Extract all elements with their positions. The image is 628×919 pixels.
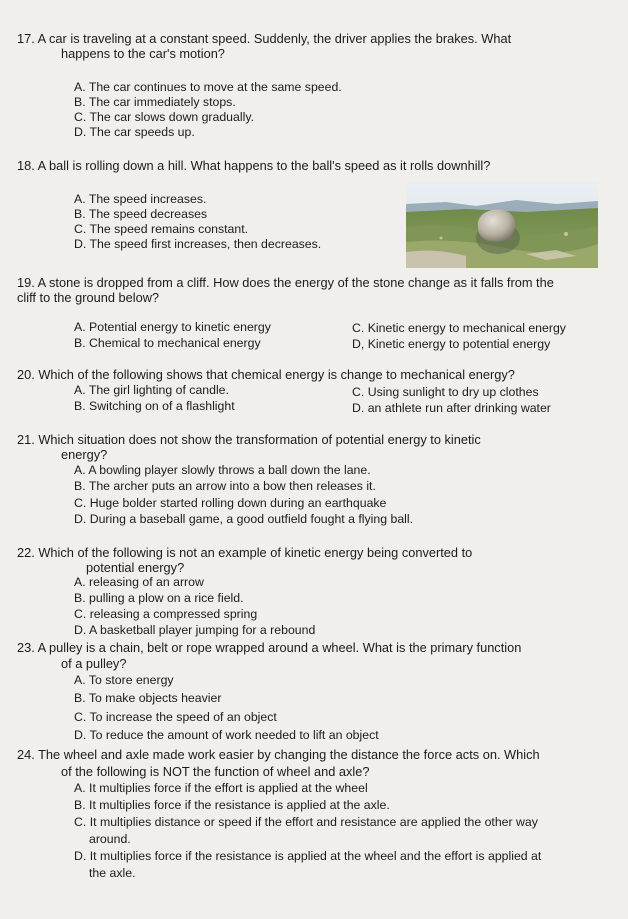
q22-stem-line2: potential energy? bbox=[86, 560, 185, 575]
q23-option-b: B. To make objects heavier bbox=[74, 691, 222, 705]
q24-option-b: B. It multiplies force if the resistance is applied at the axle. bbox=[74, 798, 390, 812]
q24-option-c-line1: C. It multiplies distance or speed if the effort and resistance are applied the other way bbox=[74, 815, 538, 829]
q24-option-d-line1: D. It multiplies force if the resistance is applied at the wheel and the effort is applied at bbox=[74, 849, 542, 863]
q20-stem: 20. Which of the following shows that chemical energy is change to mechanical energy? bbox=[17, 367, 515, 382]
q19-option-d: D, Kinetic energy to potential energy bbox=[352, 337, 551, 351]
boulder-hill-image bbox=[406, 182, 598, 268]
q17-option-c: C. The car slows down gradually. bbox=[74, 110, 254, 124]
q23-option-d: D. To reduce the amount of work needed to lift an object bbox=[74, 728, 379, 742]
q19-option-c: C. Kinetic energy to mechanical energy bbox=[352, 321, 566, 335]
q18-option-c: C. The speed remains constant. bbox=[74, 222, 249, 236]
q22-option-b: B. pulling a plow on a rice field. bbox=[74, 591, 244, 605]
q17-option-b: B. The car immediately stops. bbox=[74, 95, 236, 109]
q19-option-b: B. Chemical to mechanical energy bbox=[74, 336, 261, 350]
q20-option-b: B. Switching on of a flashlight bbox=[74, 399, 235, 413]
q24-option-d-line2: the axle. bbox=[89, 866, 136, 880]
q24-option-a: A. It multiplies force if the effort is applied at the wheel bbox=[74, 781, 368, 795]
q24-option-c-line2: around. bbox=[89, 832, 131, 846]
q20-option-a: A. The girl lighting of candle. bbox=[74, 383, 229, 397]
q22-stem-line1: 22. Which of the following is not an example of kinetic energy being converted to bbox=[17, 545, 473, 560]
q17-option-a: A. The car continues to move at the same speed. bbox=[74, 80, 342, 94]
q23-option-a: A. To store energy bbox=[74, 673, 174, 687]
q24-stem-line2: of the following is NOT the function of wheel and axle? bbox=[61, 764, 370, 779]
q19-stem-line2: cliff to the ground below? bbox=[17, 290, 160, 305]
q20-option-d: D. an athlete run after drinking water bbox=[352, 401, 551, 415]
q17-stem-line1: 17. A car is traveling at a constant speed. Suddenly, the driver applies the brakes. What bbox=[17, 31, 512, 46]
q24-stem-line1: 24. The wheel and axle made work easier by changing the distance the force acts on. Which bbox=[17, 747, 540, 762]
q18-stem: 18. A ball is rolling down a hill. What happens to the ball's speed as it rolls downhill? bbox=[17, 158, 491, 173]
boulder-hill-photo bbox=[406, 182, 598, 268]
q22-option-a: A. releasing of an arrow bbox=[74, 575, 204, 589]
q21-option-c: C. Huge bolder started rolling down during an earthquake bbox=[74, 496, 387, 510]
q21-option-b: B. The archer puts an arrow into a bow then releases it. bbox=[74, 479, 376, 493]
q21-stem-line1: 21. Which situation does not show the transformation of potential energy to kinetic bbox=[17, 432, 481, 447]
q17-option-d: D. The car speeds up. bbox=[74, 125, 195, 139]
q21-option-d: D. During a baseball game, a good outfield fought a flying ball. bbox=[74, 512, 414, 526]
q17-stem-line2: happens to the car's motion? bbox=[61, 46, 225, 61]
q22-option-c: C. releasing a compressed spring bbox=[74, 607, 258, 621]
q19-stem-line1: 19. A stone is dropped from a cliff. How does the energy of the stone change as it falls from the bbox=[17, 275, 554, 290]
q21-option-a: A. A bowling player slowly throws a ball down the lane. bbox=[74, 463, 371, 477]
q23-stem-line2: of a pulley? bbox=[61, 656, 127, 671]
q23-stem-line1: 23. A pulley is a chain, belt or rope wrapped around a wheel. What is the primary function bbox=[17, 640, 522, 655]
q18-option-a: A. The speed increases. bbox=[74, 192, 207, 206]
q23-option-c: C. To increase the speed of an object bbox=[74, 710, 277, 724]
q20-option-c: C. Using sunlight to dry up clothes bbox=[352, 385, 539, 399]
q21-stem-line2: energy? bbox=[61, 447, 108, 462]
q18-option-b: B. The speed decreases bbox=[74, 207, 208, 221]
q22-option-d: D. A basketball player jumping for a rebound bbox=[74, 623, 316, 637]
q18-option-d: D. The speed first increases, then decreases. bbox=[74, 237, 322, 251]
q19-option-a: A. Potential energy to kinetic energy bbox=[74, 320, 271, 334]
